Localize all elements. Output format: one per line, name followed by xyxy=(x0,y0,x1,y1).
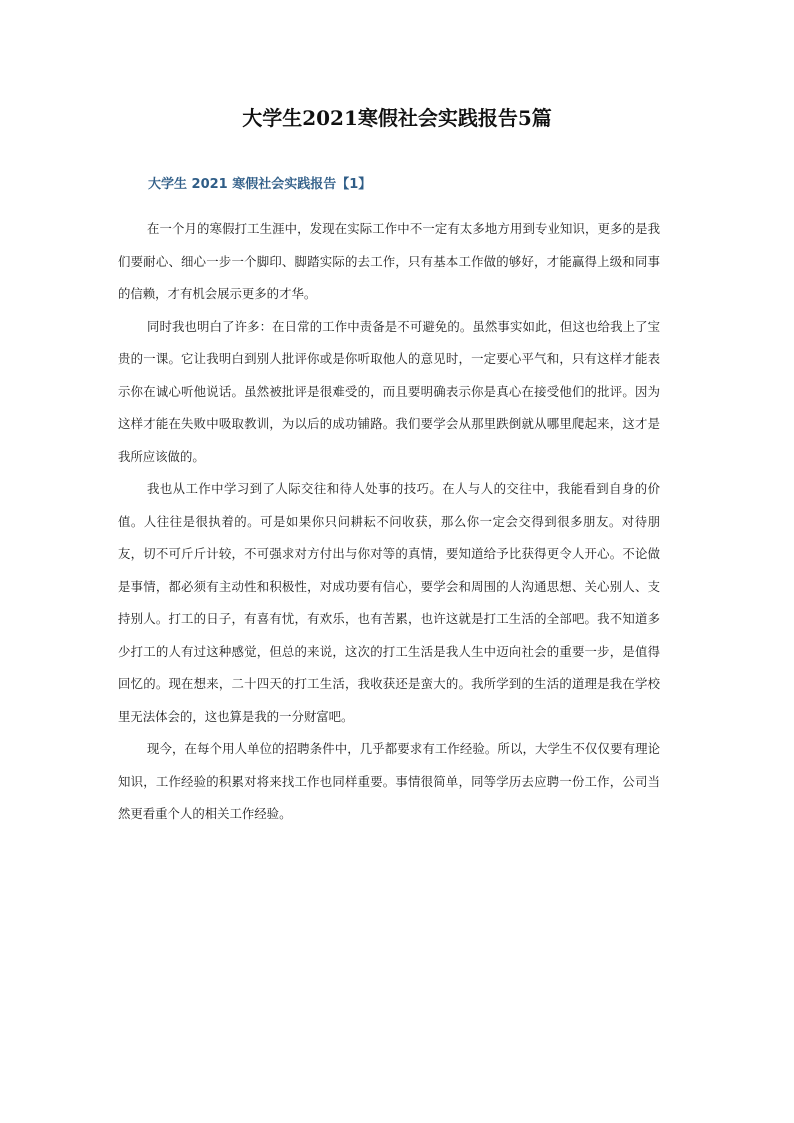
section-heading: 大学生 2021 寒假社会实践报告【1】 xyxy=(148,177,372,192)
paragraph: 我也从工作中学习到了人际交往和待人处事的技巧。在人与人的交往中，我能看到自身的价值。人往往是很执着的。可是如果你只问耕耘不问收获，那么你一定会交得到很多朋友。对待朋友，切不可斤斤计较，不可强求对方付出与你对等的真情，要知道给予比获得更令人开心。不论做是事情，都必须有主动性和积极性，对成功要有信心，要学会和周围的人沟通思想、关心别人、支持别人。打工的日子，有喜有忧，有欢乐，也有苦累，也许这就是打工生活的全部吧。我不知道多少打工的人有过这种感觉，但总的来说，这次的打工生活是我人生中迈向社会的重要一步，是值得回忆的。现在想来，二十四天的打工生活，我收获还是蛮大的。我所学到的生活的道理是我在学校里无法体会的，这也算是我的一分财富吧。 xyxy=(118,481,660,724)
paragraph: 同时我也明白了许多：在日常的工作中责备是不可避免的。虽然事实如此，但这也给我上了宝贵的一课。它让我明白到别人批评你或是你听取他人的意见时，一定要心平气和，只有这样才能表示你在诚心听他说话。虽然被批评是很难受的，而且要明确表示你是真心在接受他们的批评。因为这样才能在失败中吸取教训，为以后的成功铺路。我们要学会从那里跌倒就从哪里爬起来，这才是我所应该做的。 xyxy=(118,318,660,464)
paragraph: 在一个月的寒假打工生涯中，发现在实际工作中不一定有太多地方用到专业知识，更多的是我们要耐心、细心一步一个脚印、脚踏实际的去工作，只有基本工作做的够好，才能赢得上级和同事的信赖，才有机会展示更多的才华。 xyxy=(118,221,660,301)
body-text xyxy=(118,213,660,831)
document-title: 大学生2021寒假社会实践报告5篇 xyxy=(242,106,552,130)
paragraph: 现今，在每个用人单位的招聘条件中，几乎都要求有工作经验。所以，大学生不仅仅要有理论知识，工作经验的积累对将来找工作也同样重要。事情很简单，同等学历去应聘一份工作，公司当然更看重个人的相关工作经验。 xyxy=(118,741,660,821)
